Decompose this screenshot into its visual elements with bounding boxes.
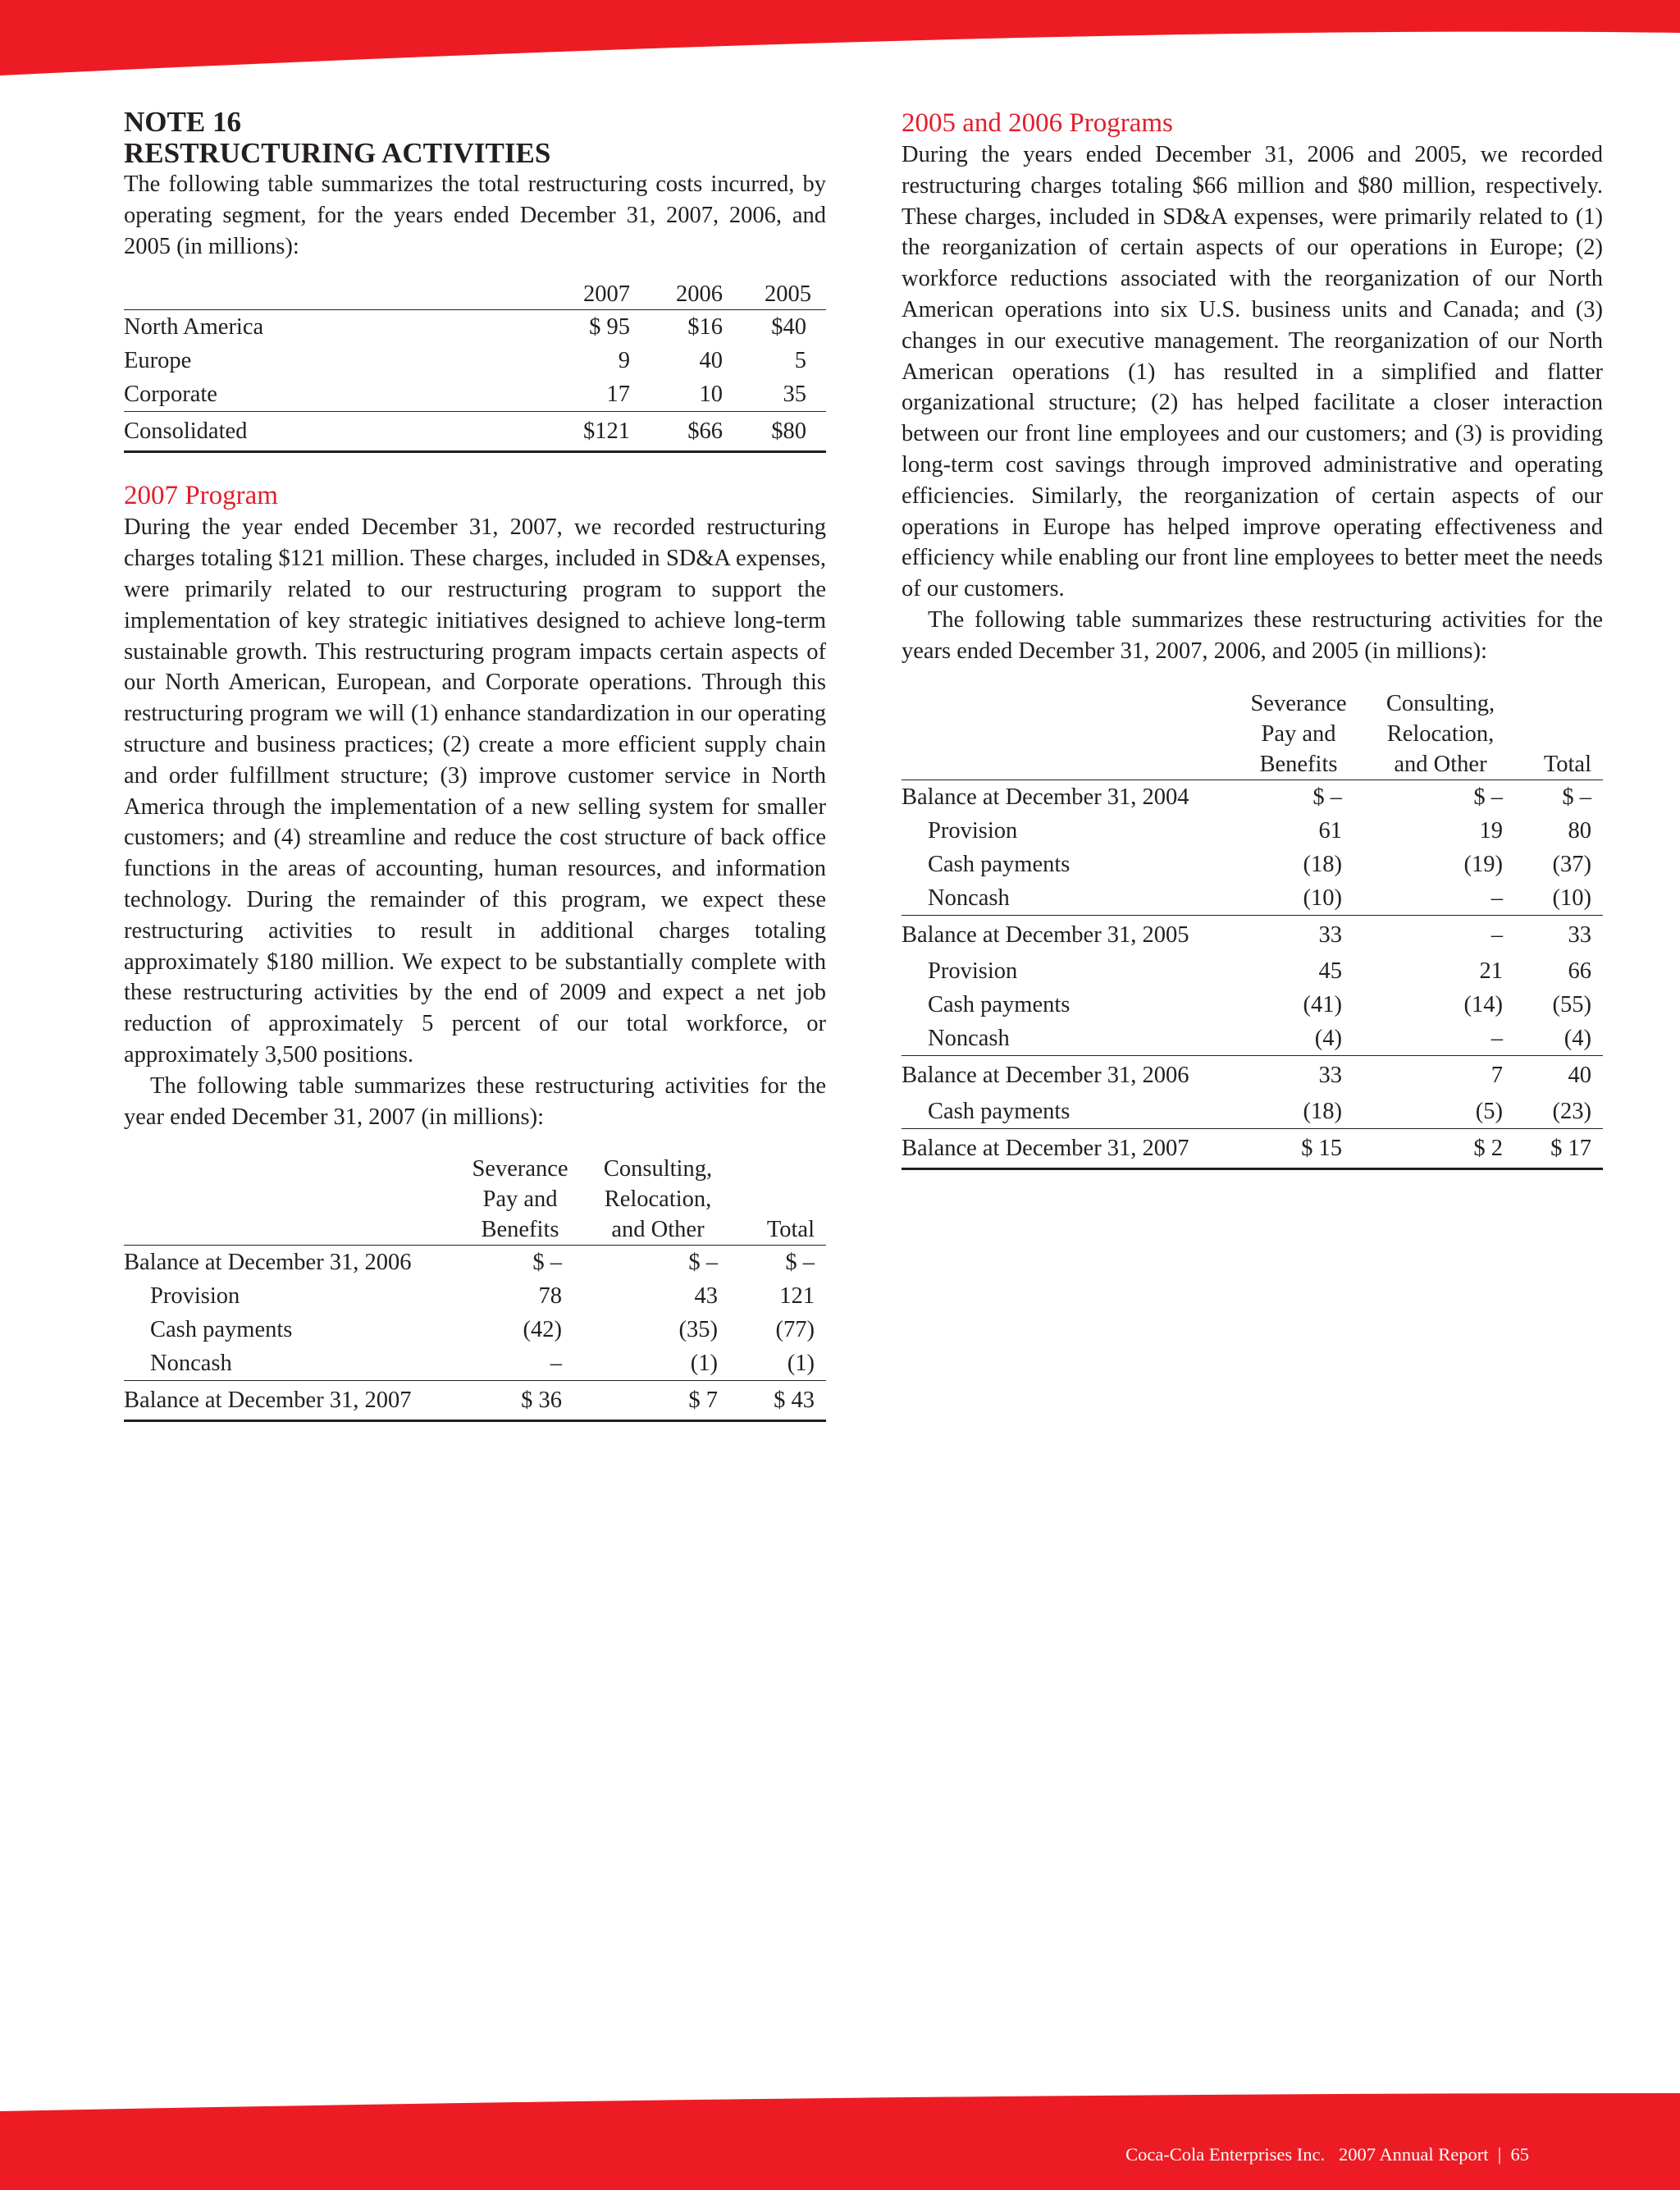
cell-2006: 40 <box>699 348 723 374</box>
cell-total: 33 <box>1521 915 1603 954</box>
footer-company: Coca-Cola Enterprises Inc. <box>1125 2144 1326 2165</box>
cell-total: (55) <box>1552 991 1591 1017</box>
header-spacer <box>1521 719 1603 749</box>
cell-2007: $ 95 <box>589 314 630 341</box>
cell-consulting: $ 2 <box>1360 1128 1521 1168</box>
cell-2005: $80 <box>733 412 826 452</box>
cell-total: 80 <box>1568 817 1591 844</box>
header-consulting: Relocation, <box>1386 720 1495 747</box>
table-total-row <box>902 1128 1603 1168</box>
table-row <box>124 1313 826 1346</box>
cell-severance: (18) <box>1303 851 1342 877</box>
cell-consulting: 21 <box>1479 958 1503 984</box>
row-label: Balance at December 31, 2005 <box>902 915 1237 954</box>
cell-total: (23) <box>1552 1098 1591 1124</box>
cell-consulting: – <box>1360 915 1521 954</box>
header-spacer <box>902 749 1237 780</box>
header-severance: Benefits <box>1237 749 1360 780</box>
cell-severance: 45 <box>1318 958 1342 984</box>
bottom-red-band <box>0 2093 1680 2190</box>
cell-total: (10) <box>1552 885 1591 911</box>
cell-consulting: 19 <box>1479 817 1503 844</box>
row-label: Noncash <box>928 1025 1010 1051</box>
table-header-row <box>124 1154 826 1184</box>
header-spacer <box>124 1154 460 1184</box>
cell-total: (37) <box>1552 851 1591 877</box>
row-label: Balance at December 31, 2004 <box>902 784 1189 810</box>
header-consulting: and Other <box>1360 749 1521 780</box>
row-label: Balance at December 31, 2007 <box>902 1128 1237 1168</box>
cell-2007: 9 <box>618 348 630 374</box>
row-label: Balance at December 31, 2006 <box>902 1055 1237 1095</box>
table-header-row <box>902 688 1603 719</box>
cell-severance: (18) <box>1303 1098 1342 1124</box>
cell-consulting: – <box>1491 885 1503 911</box>
row-label: Cash payments <box>928 991 1071 1017</box>
cell-total: $ 17 <box>1521 1128 1603 1168</box>
page-footer <box>1125 2144 1529 2165</box>
header-2006: 2006 <box>640 279 733 310</box>
header-severance: Severance <box>472 1156 568 1182</box>
program-2007-table-header <box>124 1154 826 1246</box>
cell-total: (77) <box>775 1317 815 1343</box>
cell-total: (4) <box>1564 1025 1591 1051</box>
note-intro: The following table summarizes the total restructuring costs incurred, by operating segment, for the years ended December 31, 2007, 2006, and 2005 (in millions): <box>124 171 826 259</box>
table-row <box>902 915 1603 954</box>
cell-severance: (41) <box>1303 991 1342 1017</box>
table-row <box>902 988 1603 1022</box>
header-consulting: Consulting, <box>1386 690 1495 716</box>
cell-severance: $ 15 <box>1237 1128 1360 1168</box>
row-label: Noncash <box>150 1351 232 1377</box>
table-total-row <box>124 1381 826 1421</box>
cell-consulting: $ 7 <box>580 1381 736 1421</box>
programs-2005-2006-table-intro: The following table summarizes these restructuring activities for the years ended December 31, 2007, 2006, and 2005 (in millions): <box>902 606 1603 664</box>
row-label: Balance at December 31, 2007 <box>124 1381 460 1421</box>
cell-severance: $ – <box>1312 784 1342 810</box>
programs-2005-2006-table-body <box>902 780 1603 1168</box>
header-2005: 2005 <box>733 279 826 310</box>
cell-consulting: – <box>1491 1025 1503 1051</box>
cell-severance: $ 36 <box>460 1381 580 1421</box>
row-label: Europe <box>124 348 192 374</box>
header-spacer <box>736 1154 826 1184</box>
segment-table-header <box>124 279 826 310</box>
cell-total: $ – <box>785 1250 815 1276</box>
table-row <box>124 344 826 377</box>
row-label: Cash payments <box>928 1098 1071 1124</box>
note-number: NOTE 16 <box>124 106 241 138</box>
header-consulting: and Other <box>580 1214 736 1246</box>
cell-2007: $121 <box>550 412 640 452</box>
table-header-row <box>902 749 1603 780</box>
header-severance: Severance <box>1250 690 1347 716</box>
header-total: Total <box>1521 749 1603 780</box>
table-row <box>902 1055 1603 1095</box>
header-severance: Benefits <box>460 1214 580 1246</box>
cell-total: (1) <box>787 1351 815 1377</box>
header-severance: Pay and <box>1261 720 1336 747</box>
cell-severance: 78 <box>538 1283 562 1310</box>
cell-severance: (10) <box>1303 885 1342 911</box>
cell-total: $ – <box>1562 784 1591 810</box>
cell-consulting: (1) <box>690 1351 718 1377</box>
header-spacer <box>902 719 1237 749</box>
header-spacer <box>124 1214 460 1246</box>
row-label: Balance at December 31, 2006 <box>124 1250 412 1276</box>
cell-severance: (42) <box>523 1317 562 1343</box>
cell-total: $ 43 <box>736 1381 826 1421</box>
cell-consulting: $ – <box>1473 784 1503 810</box>
cell-severance: 61 <box>1318 817 1342 844</box>
note-title: RESTRUCTURING ACTIVITIES <box>124 137 551 169</box>
cell-consulting: $ – <box>688 1250 718 1276</box>
table-header-row <box>902 719 1603 749</box>
table-row <box>902 848 1603 881</box>
cell-severance: (4) <box>1314 1025 1342 1051</box>
row-label: Cash payments <box>928 851 1071 877</box>
row-label: Cash payments <box>150 1317 293 1343</box>
cell-consulting: 7 <box>1360 1055 1521 1095</box>
top-red-band <box>0 0 1680 75</box>
programs-2005-2006-table-header <box>902 688 1603 780</box>
program-2007-paragraph: During the year ended December 31, 2007, we recorded restructuring charges totaling $121 million. These charges, included in SD&A expenses, were primarily related to our restructuring program to support the implementation of key strategic initiatives designed to achieve long-term sustainable growth. This restructuring program impacts certain aspects of our North American, European, and Corporate operations. Through this restructuring program we will (1) enhance standardization in our operating structure and business practices; (2) create a more efficient supply chain and order fulfillment structure; (3) improve customer service in North America through the implementation of a new selling system for smaller customers; and (4) streamline and reduce the cost structure of back office functions in the areas of accounting, human resources, and information technology. During the remainder of this program, we expect these restructuring activities to result in additional charges totaling approximately $180 million. We expect to be substantially complete with these restructuring activities by the end of 2009 and expect a net job reduction of approximately 5 percent of our total workforce, or approximately 3,500 positions. <box>124 514 826 1068</box>
footer-page-number: 65 <box>1510 2144 1529 2165</box>
segment-table <box>124 279 826 453</box>
header-severance: Pay and <box>482 1186 558 1213</box>
cell-2005: 5 <box>794 348 806 374</box>
programs-2005-2006-paragraph: During the years ended December 31, 2006 and 2005, we recorded restructuring charges totaling $66 million and $80 million, respectively. These charges, included in SD&A expenses, were primarily related to (1) the reorganization of certain aspects of our operations in Europe; (2) workforce reductions associated with the reorganization of our North American operations into six U.S. business units and Canada; and (3) changes in our executive management. The reorganization of our North American operations (1) has resulted in a simplified and flatter organizational structure; (2) has helped facilitate a closer interaction between our front line employees and our customers; and (3) is providing long-term cost savings through improved administrative and operating efficiencies. Similarly, the reorganization of certain aspects of our operations in Europe has helped improve operating effectiveness and efficiency while enabling our front line employees to better meet the needs of our customers. <box>902 142 1603 602</box>
cell-total: 66 <box>1568 958 1591 984</box>
header-spacer <box>1521 688 1603 719</box>
cell-2006: $66 <box>640 412 733 452</box>
program-2007-table-intro: The following table summarizes these restructuring activities for the year ended December 31, 2007 (in millions): <box>124 1072 826 1130</box>
cell-severance: – <box>550 1351 562 1377</box>
table-row <box>124 310 826 345</box>
cell-total: 121 <box>779 1283 815 1310</box>
section-title-2005-2006-programs: 2005 and 2006 Programs <box>902 108 1173 138</box>
table-row <box>902 954 1603 988</box>
header-total: Total <box>736 1214 826 1246</box>
header-spacer <box>902 688 1237 719</box>
table-row <box>124 1346 826 1381</box>
table-row <box>902 814 1603 848</box>
cell-consulting: 43 <box>694 1283 718 1310</box>
right-column <box>902 107 1603 1170</box>
cell-2005: $40 <box>771 314 806 341</box>
table-total-row <box>124 412 826 452</box>
table-row <box>902 780 1603 814</box>
programs-2005-2006-table <box>902 688 1603 1170</box>
row-label: Noncash <box>928 885 1010 911</box>
cell-consulting: (5) <box>1475 1098 1503 1124</box>
section-title-2007-program: 2007 Program <box>124 481 278 511</box>
table-row <box>902 881 1603 916</box>
cell-consulting: (14) <box>1463 991 1503 1017</box>
header-consulting: Relocation, <box>604 1186 712 1213</box>
table-row <box>902 1095 1603 1129</box>
cell-consulting: (35) <box>678 1317 718 1343</box>
program-2007-table-body <box>124 1246 826 1421</box>
left-column <box>124 107 826 1422</box>
table-row <box>124 1246 826 1280</box>
program-2007-table <box>124 1154 826 1422</box>
cell-severance: 33 <box>1237 915 1360 954</box>
cell-2006: $16 <box>687 314 723 341</box>
segment-table-body <box>124 310 826 452</box>
table-row <box>902 1022 1603 1056</box>
header-2007: 2007 <box>550 279 640 310</box>
table-header-row <box>124 1184 826 1214</box>
table-header-row <box>124 1214 826 1246</box>
table-row <box>124 377 826 412</box>
row-label: Corporate <box>124 382 217 408</box>
cell-2005: 35 <box>783 382 806 408</box>
table-row <box>124 1279 826 1313</box>
header-consulting: Consulting, <box>603 1156 713 1182</box>
row-label: Consolidated <box>124 412 550 452</box>
cell-severance: $ – <box>532 1250 562 1276</box>
row-label: North America <box>124 314 264 341</box>
footer-report: 2007 Annual Report <box>1339 2144 1489 2165</box>
cell-consulting: (19) <box>1463 851 1503 877</box>
row-label: Provision <box>928 958 1018 984</box>
header-spacer <box>124 1184 460 1214</box>
cell-2006: 10 <box>699 382 723 408</box>
cell-total: 40 <box>1521 1055 1603 1095</box>
footer-separator: | <box>1497 2144 1502 2165</box>
cell-severance: 33 <box>1237 1055 1360 1095</box>
header-spacer <box>736 1184 826 1214</box>
cell-2007: 17 <box>606 382 630 408</box>
row-label: Provision <box>150 1283 240 1310</box>
row-label: Provision <box>928 817 1018 844</box>
